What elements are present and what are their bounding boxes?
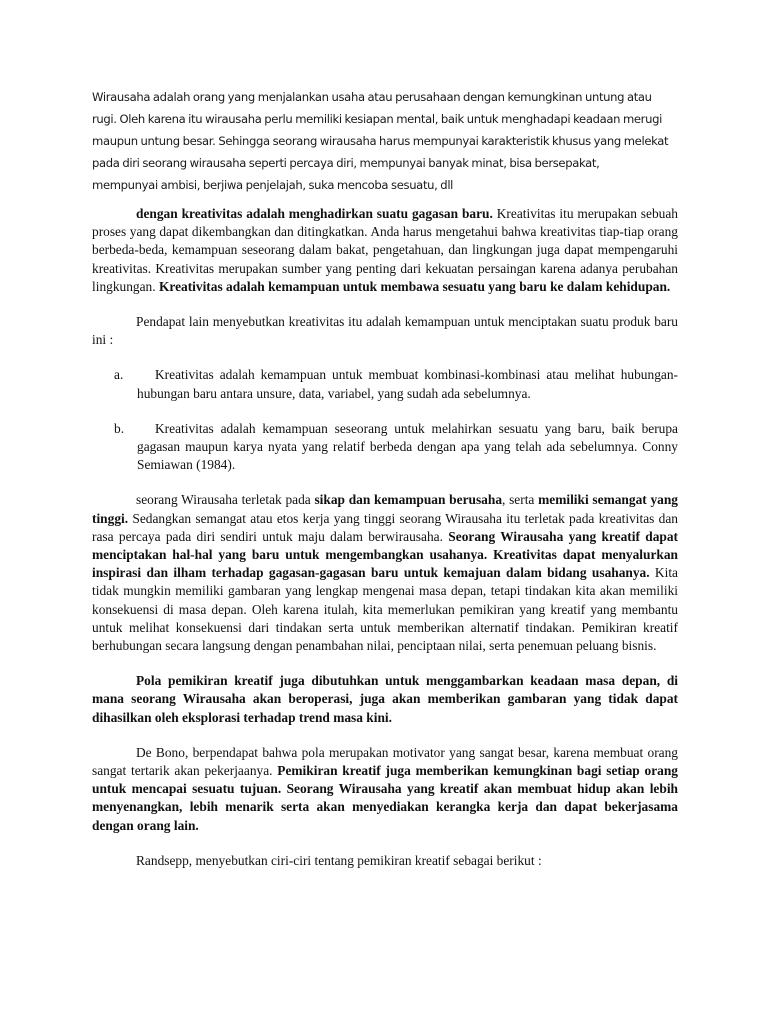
list-text: Kreativitas adalah kemampuan seseorang untuk melahirkan sesuatu yang baru, baik berupa gagasan maupun karya nyata yang relatif berbeda dengan apa yang telah ada sebelumnya. Conny Semiawan (1984). (137, 420, 678, 473)
intro-paragraph (92, 86, 692, 196)
intro-line: Wirausaha adalah orang yang menjalankan usaha atau perusahaan dengan kemungkinan untung atau (92, 90, 652, 104)
list-item-a (92, 366, 678, 402)
intro-line: maupun untung besar. Sehingga seorang wirausaha harus mempunyai karakteristik khusus yang melekat (92, 134, 669, 148)
body-text: De Bono, berpendapat bahwa pola merupakan motivator yang sangat besar, karena membuat orang sangat tertarik akan pekerjaanya. (92, 744, 678, 779)
list-marker: b. (114, 420, 125, 436)
intro-line: mempunyai ambisi, berjiwa penjelajah, suka mencoba sesuatu, dll (92, 178, 454, 192)
paragraph-wirausaha (92, 491, 678, 655)
bold-text: Pola pemikiran kreatif juga dibutuhkan untuk menggambarkan keadaan masa depan, di mana seorang Wirausaha akan beroperasi, juga akan memberikan gambaran yang tidak dapat dihasilkan oleh eksplorasi terhadap trend masa kini. (92, 673, 678, 725)
list-item-b (92, 420, 678, 475)
bold-text: Kreativitas adalah kemampuan untuk membawa sesuatu yang baru ke dalam kehidupan. (158, 278, 671, 294)
bold-text: Seorang Wirausaha yang kreatif dapat menciptakan hal-hal yang baru untuk mengembangkan usahanya. Kreativitas dapat menyalurkan inspirasi dan ilham terhadap gagasan-gagasan baru untuk kemajuan dalam bidang usahanya. (92, 528, 678, 581)
paragraph-kreativitas (92, 205, 678, 296)
intro-line: rugi. Oleh karena itu wirausaha perlu memiliki kesiapan mental, baik untuk menghadapi keadaan merugi (92, 112, 662, 126)
body-text: , serta (502, 492, 539, 508)
bold-text: Pemikiran kreatif juga memberikan kemungkinan bagi setiap orang untuk mencapai sesuatu tujuan. Seorang Wirausaha yang kreatif akan membuat hidup akan lebih menyenangkan, lebih menarik serta akan menyediakan kerangka kerja dan dapat bekerjasama dengan orang lain. (92, 763, 678, 833)
paragraph-pendapat-lain: Pendapat lain menyebutkan kreativitas itu adalah kemampuan untuk menciptakan suatu produk baru ini : (92, 314, 678, 348)
bold-text: dengan kreativitas adalah menghadirkan suatu gagasan baru. (136, 206, 493, 221)
paragraph-randsepp: Randsepp, menyebutkan ciri-ciri tentang pemikiran kreatif sebagai berikut : (136, 852, 542, 868)
paragraph-de-bono (92, 744, 678, 835)
paragraph-pola-pemikiran (92, 672, 678, 727)
list-marker: a. (114, 367, 124, 383)
body-text: Kreativitas itu merupakan sebuah proses yang dapat dikembangkan dan ditingkatkan. Anda harus mengetahui bahwa kreativitas tiap-tiap orang berbeda-beda, kemampuan seseorang dalam bakat, pengetahuan, dan lingkungan juga dapat mempengaruhi kreativitas. Kreativitas merupakan sumber yang penting dari kekuatan persaingan karena adanya perubahan lingkungan. (92, 206, 678, 294)
body-text: Sedangkan semangat atau etos kerja yang tinggi seorang Wirausaha itu terletak pada kreativitas dan rasa percaya pada diri sendiri untuk maju dalam berwirausaha. (92, 510, 678, 544)
document-body (92, 205, 678, 887)
intro-line: pada diri seorang wirausaha seperti percaya diri, mempunyai banyak minat, bisa bersepakat, (92, 156, 600, 170)
body-text: seorang Wirausaha terletak pada (136, 492, 315, 508)
bold-text: sikap dan kemampuan berusaha (314, 492, 503, 508)
body-text: Kita tidak mungkin memiliki gambaran yang lengkap mengenai masa depan, tetapi tindakan kita akan memiliki konsekuensi di masa depan. Oleh karena itulah, kita memerlukan pemikiran yang kreatif yang membantu untuk melihat konsekuensi dari tindakan serta untuk memberikan alternatif tindakan. Pemikiran kreatif berhubungan secara langsung dengan penambahan nilai, penciptaan nilai, serta penemuan peluang bisnis. (92, 565, 678, 654)
bold-text: memiliki semangat yang tinggi. (92, 492, 678, 526)
list-text: Kreativitas adalah kemampuan untuk membuat kombinasi-kombinasi atau melihat hubungan-hubungan baru antara unsure, data, variabel, yang sudah ada sebelumnya. (137, 367, 678, 401)
